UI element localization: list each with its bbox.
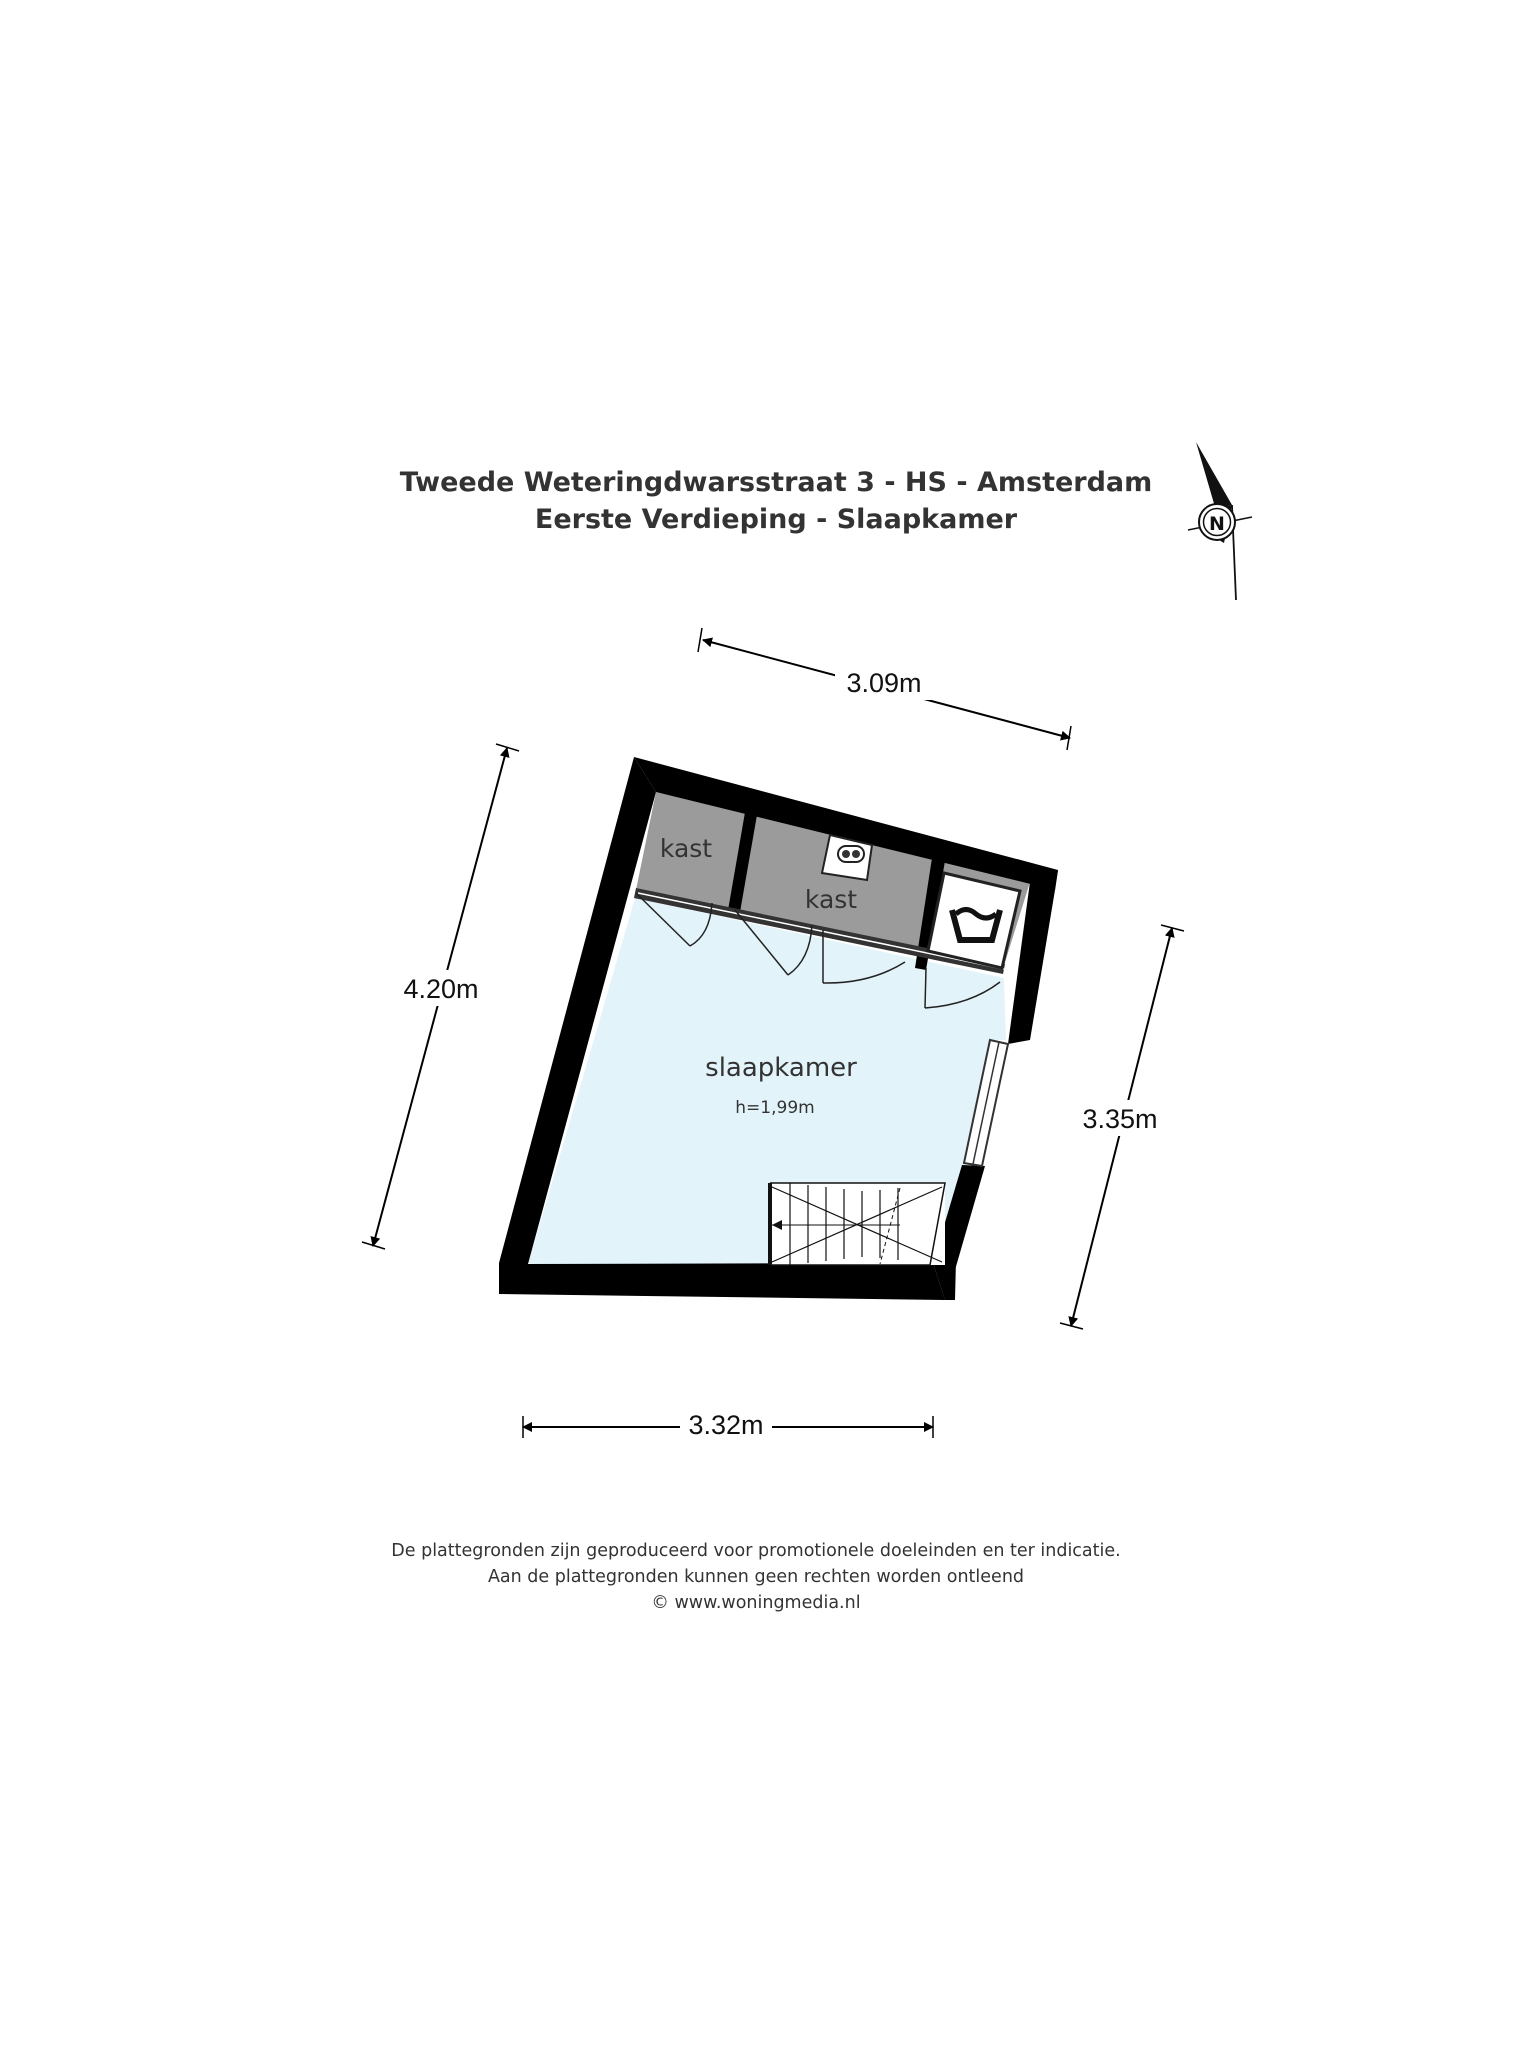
dimension-right [1060,925,1184,1329]
closet-middle-label: kast [804,885,858,914]
dimension-right-label: 3.35m [1082,1104,1158,1134]
title-floor: Eerste Verdieping - Slaapkamer [534,504,1018,535]
closet-left-label: kast [659,834,713,863]
bedroom-label: slaapkamer [705,1053,857,1083]
bedroom-height-label: h=1,99m [735,1098,815,1118]
copyright: © www.woningmedia.nl [651,1593,861,1613]
staircase-icon [770,1183,945,1265]
disclaimer [0,1538,1512,1616]
title-address: Tweede Weteringdwarsstraat 3 - HS - Amsterdam [399,467,1153,498]
disclaimer-line-1: De plattegronden zijn geproduceerd voor promotionele doeleinden en ter indicatie. [391,1541,1121,1561]
compass-letter: N [1209,513,1225,535]
dimension-left-label: 4.20m [403,974,479,1004]
dimension-bottom [523,1406,933,1442]
dimension-bottom-label: 3.32m [688,1410,764,1440]
dimension-top-label: 3.09m [846,668,922,698]
disclaimer-line-2: Aan de plattegronden kunnen geen rechten worden ontleend [487,1567,1025,1587]
dimension-left [362,744,519,1249]
north-arrow-icon [1188,442,1252,600]
dimension-top [698,628,1071,750]
wall-bottom [499,1262,945,1300]
washing-machine-icon [928,873,1020,968]
